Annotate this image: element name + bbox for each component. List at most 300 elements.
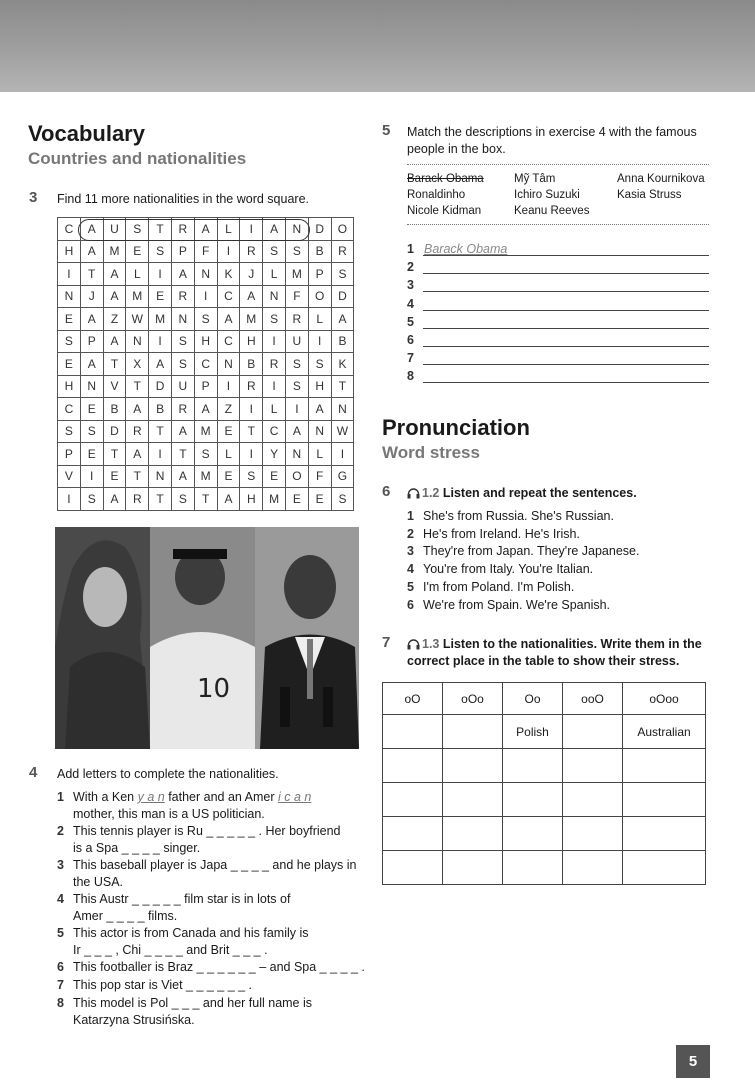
word-square-cell[interactable]: T xyxy=(149,488,172,511)
word-square-cell[interactable]: T xyxy=(194,488,217,511)
word-square-cell[interactable]: S xyxy=(58,420,81,443)
word-square-cell[interactable]: A xyxy=(171,465,194,488)
vocabulary-subtitle: Countries and nationalities xyxy=(28,149,247,168)
word-square-row xyxy=(58,285,354,308)
stress-header-row xyxy=(383,683,706,715)
word-square-cell[interactable]: A xyxy=(126,398,149,421)
word-square-cell[interactable]: A xyxy=(263,218,286,241)
word-square-cell[interactable]: N xyxy=(217,353,240,376)
list-item-number: 2 xyxy=(57,824,64,838)
word-square-cell[interactable]: T xyxy=(240,420,263,443)
item-text-part: This tennis player is Ru _ _ _ _ _ . Her boyfriend xyxy=(73,824,341,838)
stress-pattern-header: Oo xyxy=(503,683,563,715)
stress-cell[interactable] xyxy=(383,817,443,851)
stress-cell[interactable] xyxy=(503,851,563,885)
word-square-row xyxy=(58,375,354,398)
stress-cell[interactable] xyxy=(563,817,623,851)
word-square-cell[interactable]: I xyxy=(308,330,331,353)
word-square-cell[interactable]: S xyxy=(58,330,81,353)
stress-cell[interactable] xyxy=(383,783,443,817)
names-box xyxy=(407,171,709,221)
word-square-cell[interactable]: A xyxy=(80,218,103,241)
word-square-cell[interactable]: L xyxy=(308,308,331,331)
stress-cell[interactable] xyxy=(623,851,706,885)
stress-cell[interactable] xyxy=(383,715,443,749)
headphones-icon[interactable] xyxy=(407,487,420,499)
word-square-cell[interactable]: N xyxy=(285,218,308,241)
word-square-cell[interactable]: S xyxy=(285,353,308,376)
word-square-cell[interactable]: T xyxy=(103,353,126,376)
list-item-number: 4 xyxy=(407,562,414,577)
headphones-icon[interactable] xyxy=(407,638,420,650)
answer-line-number: 7 xyxy=(407,351,414,366)
word-square-cell[interactable]: A xyxy=(194,218,217,241)
handwritten-answer: i c a n xyxy=(278,790,312,804)
word-square-cell[interactable]: S xyxy=(240,465,263,488)
word-square-cell[interactable]: I xyxy=(331,443,354,466)
list-item-number: 7 xyxy=(57,978,64,992)
word-square-cell[interactable]: N xyxy=(194,263,217,286)
exercise-5-instruction-1: Match the descriptions in exercise 4 with the famous xyxy=(407,125,697,139)
word-square-cell[interactable]: S xyxy=(80,488,103,511)
word-square-cell[interactable]: I xyxy=(217,240,240,263)
word-square-cell[interactable]: S xyxy=(194,443,217,466)
stress-row xyxy=(383,715,706,749)
word-square-cell[interactable]: I xyxy=(80,465,103,488)
word-square-cell[interactable]: L xyxy=(217,218,240,241)
word-square-cell[interactable]: V xyxy=(58,465,81,488)
word-square-cell[interactable]: M xyxy=(126,285,149,308)
word-square-row xyxy=(58,420,354,443)
word-square-cell[interactable]: R xyxy=(171,218,194,241)
word-square-cell[interactable]: N xyxy=(80,375,103,398)
word-square-cell[interactable]: I xyxy=(217,375,240,398)
word-square-cell[interactable]: O xyxy=(308,285,331,308)
list-item-number: 2 xyxy=(407,526,414,541)
header-bar xyxy=(0,0,755,92)
word-square-cell[interactable]: Z xyxy=(103,308,126,331)
stress-cell[interactable] xyxy=(443,783,503,817)
word-square-cell[interactable]: H xyxy=(240,488,263,511)
stress-cell[interactable] xyxy=(503,749,563,783)
word-square-cell[interactable]: E xyxy=(285,488,308,511)
word-square-cell[interactable]: K xyxy=(217,263,240,286)
list-item-text xyxy=(73,977,367,994)
word-square-cell[interactable]: T xyxy=(103,443,126,466)
word-square-cell[interactable]: S xyxy=(80,420,103,443)
word-square-cell[interactable]: N xyxy=(331,398,354,421)
stress-table[interactable] xyxy=(382,682,706,885)
stress-cell[interactable] xyxy=(443,817,503,851)
word-square-cell[interactable]: N xyxy=(149,465,172,488)
word-square-cell[interactable]: C xyxy=(217,285,240,308)
exercise-3-instruction: Find 11 more nationalities in the word square. xyxy=(57,192,309,206)
exercise-7-instruction-1: Listen to the nationalities. Write them in the xyxy=(442,637,702,651)
item-text-part: This Austr _ _ _ _ _ film star is in lots of xyxy=(73,892,291,906)
word-square-cell[interactable]: O xyxy=(331,218,354,241)
answer-line[interactable] xyxy=(407,297,709,315)
list-item-text xyxy=(73,925,367,959)
australian-circle xyxy=(78,219,310,241)
famous-people-photo xyxy=(55,527,359,749)
word-square-cell[interactable]: N xyxy=(126,330,149,353)
word-square-cell[interactable]: U xyxy=(103,218,126,241)
word-square-cell[interactable]: E xyxy=(58,353,81,376)
word-square-cell[interactable]: B xyxy=(308,240,331,263)
word-square-cell[interactable]: C xyxy=(217,330,240,353)
answer-line-number: 8 xyxy=(407,369,414,384)
word-square-cell[interactable]: X xyxy=(126,353,149,376)
word-square-cell[interactable]: H xyxy=(58,240,81,263)
answer-line[interactable] xyxy=(407,242,709,260)
word-square-cell[interactable]: B xyxy=(149,398,172,421)
word-square-cell[interactable]: N xyxy=(58,285,81,308)
word-square-cell[interactable]: R xyxy=(331,240,354,263)
list-item-number: 5 xyxy=(57,926,64,940)
exercise-7-instruction-2: correct place in the table to show their stress. xyxy=(407,654,680,668)
word-square-cell[interactable]: L xyxy=(126,263,149,286)
word-square-cell[interactable]: S xyxy=(285,240,308,263)
stress-cell[interactable] xyxy=(563,715,623,749)
word-square-cell[interactable]: N xyxy=(171,308,194,331)
handwritten-answer: Barack Obama xyxy=(424,242,508,256)
word-square-cell[interactable]: A xyxy=(194,398,217,421)
word-square-cell[interactable]: I xyxy=(149,443,172,466)
stress-row xyxy=(383,749,706,783)
list-item-text xyxy=(73,823,367,857)
word-square-cell[interactable]: D xyxy=(308,218,331,241)
exercise-6-number: 6 xyxy=(382,483,391,500)
word-square-cell[interactable]: A xyxy=(80,240,103,263)
word-square-cell[interactable]: M xyxy=(149,308,172,331)
word-square-cell[interactable]: P xyxy=(80,330,103,353)
answer-line[interactable] xyxy=(407,260,709,278)
word-square-cell[interactable]: R xyxy=(126,488,149,511)
exercise-3-number: 3 xyxy=(29,189,38,206)
item-text-part: father and an Amer xyxy=(164,790,278,804)
answer-line-number: 6 xyxy=(407,333,414,347)
stress-cell[interactable] xyxy=(503,783,563,817)
answer-underline xyxy=(423,382,709,383)
word-square-cell[interactable]: L xyxy=(263,263,286,286)
word-square-cell[interactable]: E xyxy=(80,443,103,466)
item-text-part: This actor is from Canada and his family is xyxy=(73,926,309,940)
word-square-row xyxy=(58,240,354,263)
stress-cell[interactable] xyxy=(563,783,623,817)
sentence-text: You're from Italy. You're Italian. xyxy=(423,562,594,577)
word-square-cell[interactable]: I xyxy=(263,330,286,353)
word-square-cell[interactable]: N xyxy=(285,443,308,466)
word-square-row xyxy=(58,353,354,376)
box-bottom-border xyxy=(407,224,709,225)
word-square-cell[interactable]: A xyxy=(80,353,103,376)
word-square-cell[interactable]: A xyxy=(103,285,126,308)
stress-cell[interactable] xyxy=(383,749,443,783)
word-square-cell[interactable]: S xyxy=(331,488,354,511)
word-square-cell[interactable]: A xyxy=(217,308,240,331)
word-square-cell[interactable]: R xyxy=(240,240,263,263)
answer-underline xyxy=(423,291,709,292)
word-square-cell[interactable]: E xyxy=(80,398,103,421)
pronunciation-subtitle: Word stress xyxy=(382,443,480,462)
word-square-cell[interactable]: I xyxy=(149,263,172,286)
list-item-number: 3 xyxy=(407,544,414,559)
answer-line[interactable] xyxy=(407,369,709,387)
item-text-part: With a Ken xyxy=(73,790,138,804)
stress-cell[interactable] xyxy=(443,851,503,885)
word-square-cell[interactable]: P xyxy=(194,375,217,398)
celebrity-name: Nicole Kidman xyxy=(407,205,482,217)
word-square-cell[interactable]: S xyxy=(171,488,194,511)
word-square-cell[interactable]: A xyxy=(80,308,103,331)
answer-line-number: 4 xyxy=(407,296,414,311)
sentence-text: They're from Japan. They're Japanese. xyxy=(423,544,640,559)
word-square-cell[interactable]: E xyxy=(58,308,81,331)
word-square-cell[interactable]: L xyxy=(263,398,286,421)
word-square-cell[interactable]: F xyxy=(308,465,331,488)
word-square-cell[interactable]: A xyxy=(171,420,194,443)
word-square-cell[interactable]: M xyxy=(194,465,217,488)
word-square-cell[interactable]: C xyxy=(263,420,286,443)
sentence-text: I'm from Poland. I'm Polish. xyxy=(423,579,575,594)
word-square-cell[interactable]: I xyxy=(58,263,81,286)
box-top-border xyxy=(407,164,709,165)
word-square-cell[interactable]: S xyxy=(331,263,354,286)
word-square-cell[interactable]: H xyxy=(194,330,217,353)
list-item-text xyxy=(73,857,367,891)
word-square-cell[interactable]: E xyxy=(126,240,149,263)
word-square-cell[interactable]: A xyxy=(308,398,331,421)
item-text-part: This pop star is Viet _ _ _ _ _ _ . xyxy=(73,978,253,992)
word-square-cell[interactable]: W xyxy=(331,420,354,443)
word-square-cell[interactable]: C xyxy=(194,353,217,376)
word-square-cell[interactable]: F xyxy=(194,240,217,263)
word-square-row xyxy=(58,308,354,331)
word-square-cell[interactable]: A xyxy=(285,420,308,443)
word-square-cell[interactable]: Y xyxy=(263,443,286,466)
word-square-cell[interactable]: R xyxy=(240,375,263,398)
word-square-cell[interactable]: C xyxy=(58,218,81,241)
word-square-cell[interactable]: S xyxy=(194,308,217,331)
word-square-cell[interactable]: I xyxy=(58,488,81,511)
word-square-cell[interactable]: D xyxy=(331,285,354,308)
answer-line-number: 2 xyxy=(407,260,414,275)
stress-pattern-header: ooO xyxy=(563,683,623,715)
answer-line-number: 1 xyxy=(407,242,414,256)
item-text-part: This model is Pol _ _ _ and her full name is xyxy=(73,996,313,1010)
track-number: 1.3 xyxy=(422,637,440,651)
word-square-cell[interactable]: L xyxy=(217,443,240,466)
word-square-row xyxy=(58,465,354,488)
word-square-cell[interactable]: M xyxy=(263,488,286,511)
word-square-cell[interactable]: E xyxy=(308,488,331,511)
word-square-cell[interactable]: S xyxy=(285,375,308,398)
word-square-cell[interactable]: A xyxy=(103,488,126,511)
word-square-cell[interactable]: V xyxy=(103,375,126,398)
word-square-cell[interactable]: A xyxy=(103,263,126,286)
word-square-cell[interactable]: L xyxy=(308,443,331,466)
word-square-cell[interactable]: W xyxy=(126,308,149,331)
word-square-cell[interactable]: R xyxy=(285,308,308,331)
word-square-cell[interactable]: A xyxy=(171,263,194,286)
word-square-cell[interactable]: M xyxy=(194,420,217,443)
stress-cell[interactable] xyxy=(383,851,443,885)
word-square-cell[interactable]: S xyxy=(263,240,286,263)
word-square-cell[interactable]: I xyxy=(240,398,263,421)
item-text-line2: Ir _ _ _ , Chi _ _ _ _ and Brit _ _ _ . xyxy=(73,943,268,957)
word-square-cell[interactable]: P xyxy=(58,443,81,466)
word-square-cell[interactable]: P xyxy=(308,263,331,286)
word-square-cell[interactable]: A xyxy=(331,308,354,331)
word-square-cell[interactable]: U xyxy=(285,330,308,353)
word-square-cell[interactable]: D xyxy=(103,420,126,443)
word-square-row xyxy=(58,330,354,353)
stress-cell[interactable] xyxy=(563,851,623,885)
item-text-line2: mother, this man is a US politician. xyxy=(73,807,265,821)
word-square-cell[interactable]: H xyxy=(240,330,263,353)
item-text-line2: Amer _ _ _ _ films. xyxy=(73,909,178,923)
word-square-cell[interactable]: R xyxy=(126,420,149,443)
word-square-cell[interactable]: T xyxy=(171,443,194,466)
word-square-cell[interactable]: Z xyxy=(217,398,240,421)
word-square-cell[interactable]: M xyxy=(103,240,126,263)
word-square-cell[interactable]: U xyxy=(171,375,194,398)
answer-line[interactable] xyxy=(407,333,709,351)
word-square-cell[interactable]: A xyxy=(103,330,126,353)
answer-underline xyxy=(423,310,709,311)
word-square-cell[interactable]: M xyxy=(285,263,308,286)
word-square[interactable] xyxy=(57,217,354,511)
word-square-cell[interactable]: S xyxy=(149,240,172,263)
item-text-line2: the USA. xyxy=(73,875,124,889)
stress-cell[interactable]: Polish xyxy=(503,715,563,749)
word-square-cell[interactable]: R xyxy=(263,353,286,376)
word-square-cell[interactable]: E xyxy=(263,465,286,488)
word-square-cell[interactable]: H xyxy=(308,375,331,398)
word-square-cell[interactable]: S xyxy=(171,330,194,353)
answer-underline xyxy=(423,328,709,329)
word-square-cell[interactable]: I xyxy=(149,330,172,353)
word-square-cell[interactable]: T xyxy=(149,420,172,443)
word-square-cell[interactable]: E xyxy=(103,465,126,488)
celebrity-name: Ichiro Suzuki xyxy=(514,189,580,201)
exercise-5-number: 5 xyxy=(382,122,391,139)
exercise-6-instruction: Listen and repeat the sentences. xyxy=(442,486,637,500)
item-text-part: This footballer is Braz _ _ _ _ _ _ – and Spa _ _ _ _ . xyxy=(73,960,365,974)
stress-row xyxy=(383,817,706,851)
word-square-cell[interactable]: O xyxy=(285,465,308,488)
stress-cell[interactable] xyxy=(623,783,706,817)
exercise-4-list xyxy=(57,789,367,1034)
stress-row xyxy=(383,783,706,817)
word-square-cell[interactable]: T xyxy=(149,218,172,241)
word-square-cell[interactable]: A xyxy=(126,443,149,466)
exercise-7-number: 7 xyxy=(382,634,391,651)
pronunciation-title: Pronunciation xyxy=(382,415,530,440)
celebrity-name: Anna Kournikova xyxy=(617,173,705,185)
answer-line[interactable] xyxy=(407,351,709,369)
stress-cell[interactable] xyxy=(443,715,503,749)
word-square-cell[interactable]: A xyxy=(149,353,172,376)
word-square-cell[interactable]: I xyxy=(240,443,263,466)
word-square-cell[interactable]: E xyxy=(217,420,240,443)
list-item-number: 3 xyxy=(57,858,64,872)
word-square-cell[interactable]: R xyxy=(171,398,194,421)
vocabulary-title: Vocabulary xyxy=(28,121,145,146)
stress-cell[interactable] xyxy=(623,817,706,851)
word-square-cell[interactable]: E xyxy=(217,465,240,488)
word-square-cell[interactable]: T xyxy=(126,375,149,398)
answer-line[interactable] xyxy=(407,278,709,296)
word-square-cell[interactable]: F xyxy=(285,285,308,308)
stress-cell[interactable]: Australian xyxy=(623,715,706,749)
word-square-cell[interactable]: E xyxy=(149,285,172,308)
list-item-text xyxy=(73,891,367,925)
word-square-cell[interactable]: T xyxy=(331,375,354,398)
stress-row xyxy=(383,851,706,885)
list-item-number: 1 xyxy=(407,509,414,523)
word-square-cell[interactable]: T xyxy=(80,263,103,286)
stress-pattern-header: oO xyxy=(383,683,443,715)
word-square-cell[interactable]: S xyxy=(171,353,194,376)
word-square-cell[interactable]: I xyxy=(285,398,308,421)
exercise-6-instruction-row xyxy=(407,485,637,502)
word-square-cell[interactable]: J xyxy=(240,263,263,286)
word-square-cell[interactable]: M xyxy=(240,308,263,331)
word-square-cell[interactable]: N xyxy=(308,420,331,443)
word-square-cell[interactable]: B xyxy=(103,398,126,421)
word-square-cell[interactable]: K xyxy=(331,353,354,376)
word-square-cell[interactable]: B xyxy=(240,353,263,376)
exercise-6-list xyxy=(407,508,707,612)
sentence-text: She's from Russia. She's Russian. xyxy=(423,509,614,523)
word-square-cell[interactable]: T xyxy=(126,465,149,488)
item-text-part: This baseball player is Japa _ _ _ _ and he plays in xyxy=(73,858,357,872)
list-item-number: 6 xyxy=(57,960,64,974)
word-square-cell[interactable]: A xyxy=(217,488,240,511)
word-square-cell[interactable]: B xyxy=(331,330,354,353)
word-square-cell[interactable]: S xyxy=(263,308,286,331)
list-item-number: 8 xyxy=(57,996,64,1010)
word-square-cell[interactable]: P xyxy=(171,240,194,263)
word-square-cell[interactable]: G xyxy=(331,465,354,488)
word-square-cell[interactable]: S xyxy=(308,353,331,376)
word-square-cell[interactable]: J xyxy=(80,285,103,308)
word-square-cell[interactable]: H xyxy=(58,375,81,398)
word-square-cell[interactable]: I xyxy=(194,285,217,308)
word-square-cell[interactable]: S xyxy=(126,218,149,241)
word-square-cell[interactable]: R xyxy=(171,285,194,308)
handwritten-answer: y a n xyxy=(137,790,165,804)
answer-line[interactable] xyxy=(407,315,709,333)
word-square-cell[interactable]: N xyxy=(263,285,286,308)
track-number: 1.2 xyxy=(422,486,440,500)
word-square-cell[interactable]: D xyxy=(149,375,172,398)
answer-line-number: 5 xyxy=(407,314,414,329)
answer-underline xyxy=(423,273,709,274)
celebrity-name: Kasia Struss xyxy=(617,189,682,201)
word-square-cell[interactable]: A xyxy=(240,285,263,308)
answer-underline xyxy=(423,364,709,365)
word-square-cell[interactable]: C xyxy=(58,398,81,421)
stress-cell[interactable] xyxy=(623,749,706,783)
stress-cell[interactable] xyxy=(503,817,563,851)
stress-cell[interactable] xyxy=(443,749,503,783)
word-square-cell[interactable]: I xyxy=(263,375,286,398)
word-square-cell[interactable]: I xyxy=(240,218,263,241)
exercise-5-instruction-2: people in the box. xyxy=(407,142,506,156)
stress-cell[interactable] xyxy=(563,749,623,783)
